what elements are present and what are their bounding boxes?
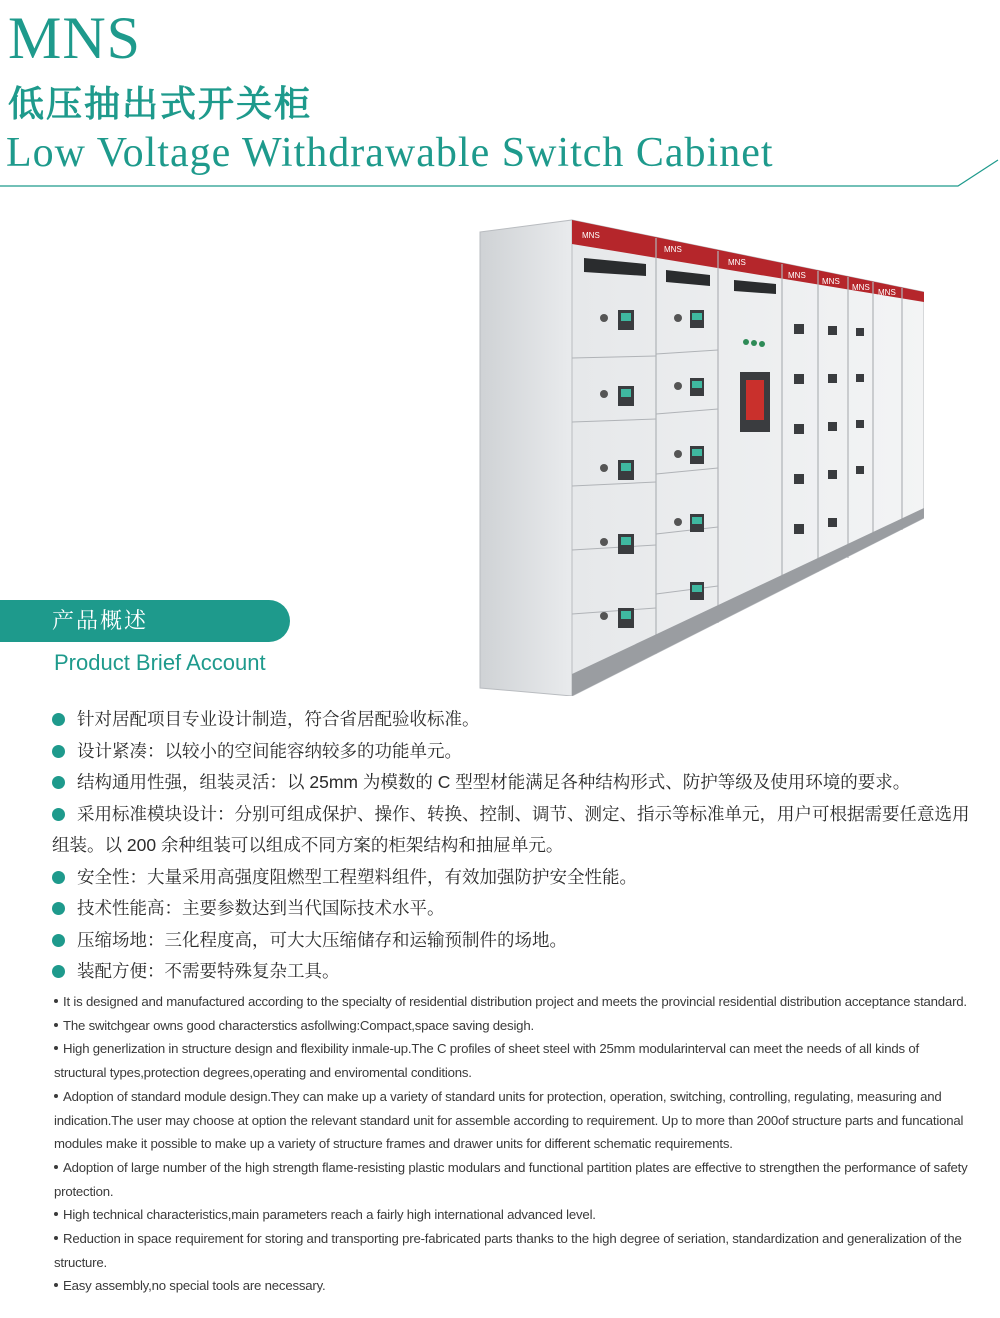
cabinet-product-image	[478, 218, 924, 696]
bullet-icon	[54, 1283, 58, 1287]
bullet-icon	[52, 745, 65, 758]
cabinet-label: MNS	[582, 231, 600, 240]
cabinet-label: MNS	[822, 277, 840, 286]
bullet-icon	[52, 902, 65, 915]
bullet-icon	[54, 1236, 58, 1240]
cabinet-label: MNS	[728, 258, 746, 267]
list-item: It is designed and manufactured according to the specialty of residential distribution project and meets the provincial residential distribution acceptance standard.	[54, 990, 969, 1014]
decorative-line	[0, 150, 1000, 190]
section-title-en: Product Brief Account	[54, 650, 266, 675]
list-item: Easy assembly,no special tools are necessary.	[54, 1274, 969, 1298]
bullet-icon	[52, 713, 65, 726]
list-item: 采用标准模块设计：分别可组成保护、操作、转换、控制、调节、测定、指示等标准单元，用户可根据需要任意选用组装。以 200 余种组装可以组成不同方案的柜架结构和抽屉单元。	[52, 803, 970, 855]
list-item: Reduction in space requirement for storing and transporting pre-fabricated parts thanks to the high degree of seriation, standardization and generalization of the structure.	[54, 1231, 962, 1270]
bullet-icon	[54, 999, 58, 1003]
feature-list-cn	[52, 704, 972, 988]
list-item: 设计紧凑：以较小的空间能容纳较多的功能单元。	[52, 736, 972, 768]
product-title-cn: 低压抽出式开关柜	[8, 83, 313, 124]
bullet-icon	[52, 871, 65, 884]
cabinet-label: MNS	[878, 288, 896, 297]
bullet-icon	[52, 776, 65, 789]
list-item: High generlization in structure design and flexibility inmale-up.The C profiles of sheet steel with 25mm modularinterval can meet the needs of all kinds of structural types,protection degrees,operating and enviromental conditions.	[54, 1041, 919, 1081]
bullet-icon	[54, 1046, 58, 1050]
bullet-icon	[54, 1094, 58, 1098]
section-header-bar	[0, 600, 290, 642]
section-title-cn: 产品概述	[52, 608, 149, 633]
list-item: Adoption of large number of the high strength flame-resisting plastic modulars and functional partition plates are effective to strengthen the performance of safety protection.	[54, 1159, 968, 1199]
list-item: The switchgear owns good characterstics asfollwing:Compact,space saving desigh.	[54, 1014, 969, 1038]
bullet-icon	[52, 934, 65, 947]
bullet-icon	[54, 1165, 58, 1169]
list-item: 安全性：大量采用高强度阻燃型工程塑料组件，有效加强防护安全性能。	[52, 862, 972, 894]
list-item: High technical characteristics,main parameters reach a fairly high international advanced level.	[54, 1203, 969, 1227]
list-item: 压缩场地：三化程度高，可大大压缩储存和运输预制件的场地。	[52, 925, 972, 957]
brand-title: MNS	[8, 5, 142, 71]
list-item: 装配方便：不需要特殊复杂工具。	[52, 956, 972, 988]
cabinet-label: MNS	[788, 271, 806, 280]
bullet-icon	[52, 965, 65, 978]
cabinet-label: MNS	[852, 283, 870, 292]
list-item: 针对居配项目专业设计制造，符合省居配验收标准。	[52, 704, 972, 736]
cabinet-label: MNS	[664, 245, 682, 254]
feature-list-en	[54, 990, 969, 1298]
bullet-icon	[54, 1212, 58, 1216]
list-item: 技术性能高：主要参数达到当代国际技术水平。	[52, 893, 972, 925]
bullet-icon	[54, 1023, 58, 1027]
list-item: Adoption of standard module design.They can make up a variety of standard units for protection, operation, switching, controlling, regulating, measuring and indication.The user may choose at option the relevant standard unit for assemble according to requirement. Up to more than 200of structure parts and funcational modules make it possible to make up a variety of structure frames and drawer units for different schematic requirements.	[54, 1088, 964, 1152]
product-title-en: Low Voltage Withdrawable Switch Cabinet	[6, 130, 774, 176]
list-item: 结构通用性强，组装灵活：以 25mm 为模数的 C 型型材能满足各种结构形式、防护等级及使用环境的要求。	[52, 767, 972, 799]
bullet-icon	[52, 808, 65, 821]
